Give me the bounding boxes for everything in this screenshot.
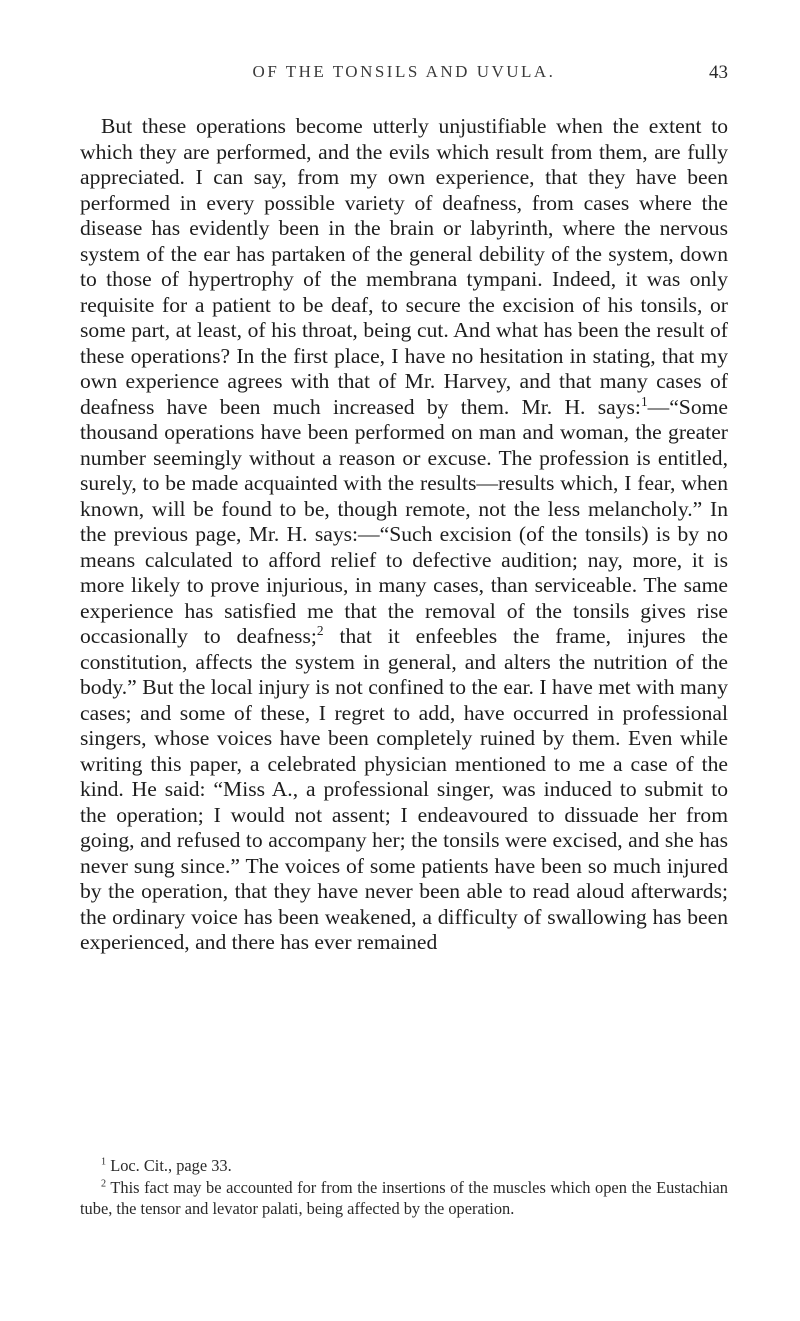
footnote-2 <box>80 1177 728 1220</box>
footnote-ref-1: 1 <box>640 393 648 409</box>
body-paragraph <box>80 114 728 956</box>
footnote-1 <box>80 1155 728 1177</box>
footnote-mark-1: 1 <box>101 1156 107 1168</box>
text-segment-3: that it enfeebles the frame, injures the constitution, affects the system in general, and alters the nutrition of the body.” But the local injury is not confined to the ear. I have met with many cases; and some of these, I regret to add, have occurred in professional singers, whose voices have been completely ruined by them. Even while writing this paper, a celebrated physician mentioned to me a case of the kind. He said: “Miss A., a professional singer, was induced to submit to the operation; I would not assent; I endeavoured to dissuade her from going, and refused to accompany her; the tonsils were excised, and she has never sung since.” The voices of some patients have been so much injured by the operation, that they have never been able to read aloud afterwards; the ordinary voice has been weakened, a difficulty of swallowing has been experienced, and there has ever remained <box>80 624 728 954</box>
text-segment-2: —“Some thousand operations have been performed on man and woman, the greater number seemingly without a reason or excuse. The profession is entitled, surely, to be made acquainted with the results—results which, I fear, when known, will be found to be, though remote, not the less melancholy.” In the previous page, Mr. H. says:—“Such excision (of the tonsils) is by no means calculated to afford relief to defective audition; nay, more, it is more likely to prove injurious, in many cases, than serviceable. The same experience has satisfied me that the removal of the tonsils gives rise occasionally to deafness; <box>80 394 728 648</box>
running-title: OF THE TONSILS AND UVULA. <box>252 62 556 81</box>
footnote-text-1: Loc. Cit., page 33. <box>110 1156 232 1175</box>
page-number: 43 <box>709 62 728 83</box>
footnotes <box>80 1155 728 1220</box>
footnote-ref-2: 2 <box>316 622 324 638</box>
footnote-text-2: This fact may be accounted for from the insertions of the muscles which open the Eustachian tube, the tensor and levator palati, being affected by the operation. <box>80 1177 728 1218</box>
main-text <box>80 114 728 956</box>
footnote-mark-2: 2 <box>101 1178 107 1190</box>
text-segment-1: But these operations become utterly unjustifiable when the extent to which they are performed, and the evils which result from them, are fully appreciated. I can say, from my own experience, that they have been performed in every possible variety of deafness, from cases where the disease has evidently been in the brain or labyrinth, where the nervous system of the ear has partaken of the general debility of the system, down to those of hypertrophy of the membrana tympani. Indeed, it was only requisite for a patient to be deaf, to secure the excision of his tonsils, or some part, at least, of his throat, being cut. And what has been the result of these operations? In the first place, I have no hesitation in stating, that my own experience agrees with that of Mr. Harvey, and that many cases of deafness have been much increased by them. Mr. H. says: <box>80 114 728 419</box>
running-header <box>80 62 728 86</box>
